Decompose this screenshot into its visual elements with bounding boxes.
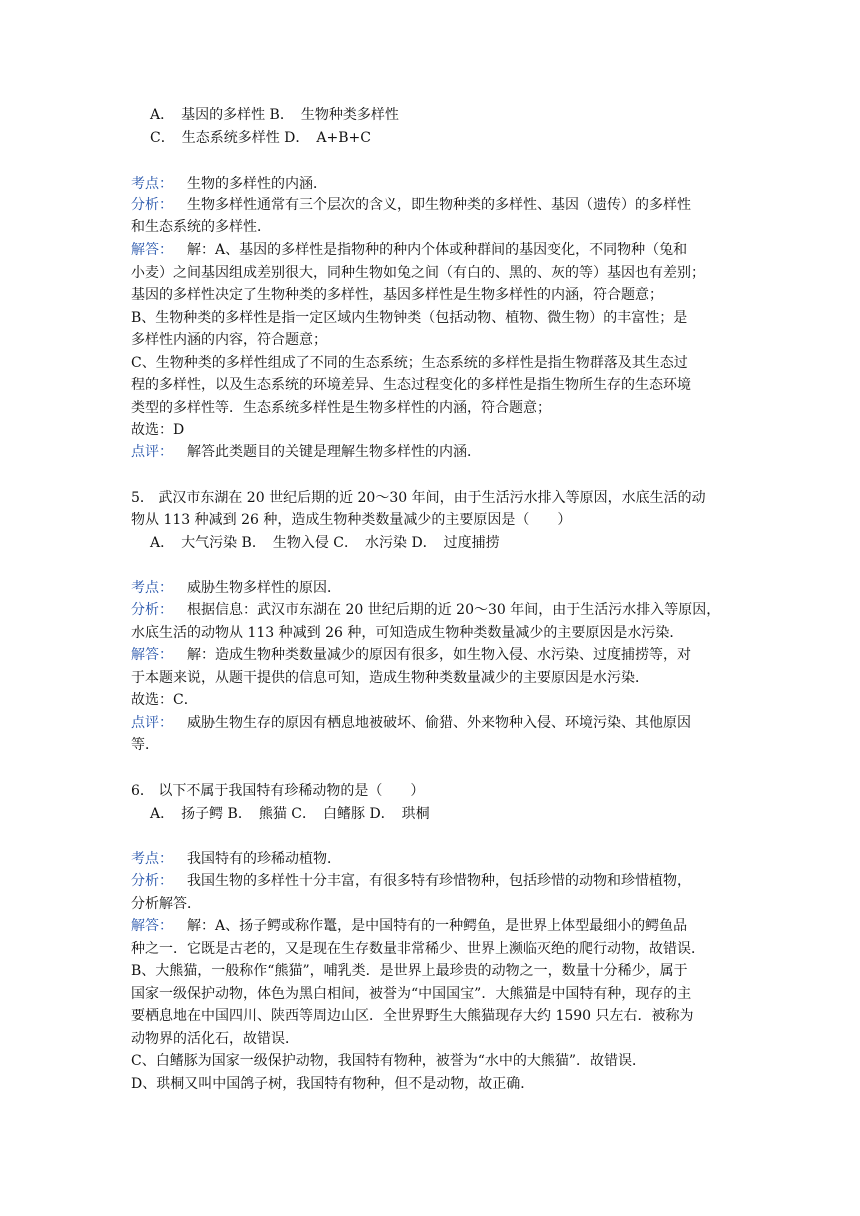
q6-jieda-text-8: D、珙桐又叫中国鸽子树，我国特有物种，但不是动物，故正确．: [131, 1076, 535, 1092]
q4-jieda-text-8: 类型的多样性等．生态系统多样性是生物多样性的内涵，符合题意；: [131, 400, 551, 416]
q5-dianping-text-1: 威胁生物生存的原因有栖息地被破坏、偷猎、外来物种入侵、环境污染、其他原因: [187, 715, 691, 731]
q5-kaodian: [131, 579, 731, 598]
q4-jieda-text-3: 基因的多样性决定了生物种类的多样性，基因多样性是生物多样性的内涵，符合题意；: [131, 287, 663, 303]
q6-jieda-text-2: 种之一．它既是古老的，又是现在生存数量非常稀少、世界上濒临灭绝的爬行动物，故错误．: [131, 941, 705, 957]
kaodian-label: 考点：: [131, 176, 173, 192]
q5-jieda: [131, 646, 731, 665]
q4-jieda: [131, 241, 731, 260]
q5-options: A． 大气污染 B． 生物入侵 C． 水污染 D． 过度捕捞: [150, 535, 500, 551]
q6-kaodian: [131, 850, 731, 869]
q5-stem-2: 物从 113 种减到 26 种，造成生物种类数量减少的主要原因是（ ）: [131, 512, 572, 528]
q6-jieda-text-5: 要栖息地在中国四川、陕西等周边山区．全世界野生大熊猫现存大约 1590 只左右．被称为: [131, 1008, 694, 1024]
fenxi-label: 分析：: [131, 197, 173, 213]
q5-stem-1: 5． 武汉市东湖在 20 世纪后期的近 20～30 年间，由于生活污水排入等原因，水底生活的动: [131, 490, 706, 506]
q6-stem: 6． 以下不属于我国特有珍稀动物的是（ ）: [131, 783, 425, 799]
q6-fenxi-text-2: 分析解答．: [131, 896, 201, 912]
dianping-label: 点评：: [131, 715, 173, 731]
q4-kaodian: [131, 175, 731, 194]
q4-fenxi-text-1: 生物多样性通常有三个层次的含义，即生物种类的多样性、基因（遗传）的多样性: [187, 197, 691, 213]
q4-fenxi-text-2: 和生态系统的多样性．: [131, 219, 271, 235]
jieda-label: 解答：: [131, 918, 173, 934]
q5-kaodian-text: 威胁生物多样性的原因．: [187, 580, 341, 596]
q4-fenxi: [131, 196, 731, 215]
q6-jieda-text-3: B、大熊猫，一般称作“熊猫”，哺乳类．是世界上最珍贵的动物之一，数量十分稀少，属于: [131, 963, 688, 979]
dianping-label: 点评：: [131, 444, 173, 460]
q6-jieda-text-4: 国家一级保护动物，体色为黑白相间，被誉为“中国国宝”．大熊猫是中国特有种，现存的主: [131, 986, 692, 1002]
q4-answer: 故选：D: [131, 422, 185, 438]
q4-dianping: [131, 443, 731, 462]
kaodian-label: 考点：: [131, 580, 173, 596]
q6-jieda-text-7: C、白鳍豚为国家一级保护动物，我国特有物种，被誉为“水中的大熊猫”．故错误．: [131, 1053, 647, 1069]
q6-fenxi: [131, 872, 731, 891]
kaodian-label: 考点：: [131, 851, 173, 867]
q5-jieda-text-2: 于本题来说，从题干提供的信息可知，造成生物种类数量减少的主要原因是水污染．: [131, 670, 649, 686]
q4-jieda-text-1: 解：A、基因的多样性是指物种的种内个体或种群间的基因变化，不同物种（兔和: [187, 242, 688, 258]
q4-jieda-text-6: C、生物种类的多样性组成了不同的生态系统；生态系统的多样性是指生物群落及其生态过: [131, 355, 688, 371]
fenxi-label: 分析：: [131, 602, 173, 618]
q4-jieda-text-5: 多样性内涵的内容，符合题意；: [131, 332, 327, 348]
q4-jieda-text-2: 小麦）之间基因组成差别很大，同种生物如兔之间（有白的、黑的、灰的等）基因也有差别；: [131, 265, 705, 281]
q6-kaodian-text: 我国特有的珍稀动植物．: [187, 851, 341, 867]
q5-fenxi-text-1: 根据信息：武汉市东湖在 20 世纪后期的近 20～30 年间，由于生活污水排入等原因，: [187, 602, 721, 618]
q4-options-row1: A． 基因的多样性 B． 生物种类多样性: [150, 107, 399, 123]
fenxi-label: 分析：: [131, 873, 173, 889]
q6-jieda-text-6: 动物界的活化石，故错误．: [131, 1031, 299, 1047]
q4-jieda-text-7: 程的多样性，以及生态系统的环境差异、生态过程变化的多样性是指生物所生存的生态环境: [131, 377, 691, 393]
q6-fenxi-text-1: 我国生物的多样性十分丰富，有很多特有珍惜物种，包括珍惜的动物和珍惜植物，: [187, 873, 691, 889]
q5-jieda-text-1: 解：造成生物种类数量减少的原因有很多，如生物入侵、水污染、过度捕捞等，对: [187, 647, 691, 663]
q5-dianping-text-2: 等．: [131, 737, 159, 753]
q4-options-row2: C． 生态系统多样性 D． A+B+C: [150, 130, 371, 146]
q5-dianping: [131, 714, 731, 733]
q6-jieda: [131, 917, 731, 936]
q5-fenxi: [131, 601, 731, 620]
jieda-label: 解答：: [131, 242, 173, 258]
q4-dianping-text: 解答此类题目的关键是理解生物多样性的内涵．: [187, 444, 481, 460]
q5-answer: 故选：C．: [131, 692, 198, 708]
q6-options: A． 扬子鳄 B． 熊猫 C． 白鳍豚 D． 珙桐: [150, 806, 430, 822]
q4-kaodian-text: 生物的多样性的内涵．: [187, 176, 327, 192]
q6-jieda-text-1: 解：A、扬子鳄或称作鼍，是中国特有的一种鳄鱼，是世界上体型最细小的鳄鱼品: [187, 918, 688, 934]
q5-fenxi-text-2: 水底生活的动物从 113 种减到 26 种，可知造成生物种类数量减少的主要原因是水污染．: [131, 625, 684, 641]
jieda-label: 解答：: [131, 647, 173, 663]
q4-jieda-text-4: B、生物种类的多样性是指一定区域内生物钟类（包括动物、植物、微生物）的丰富性；是: [131, 310, 688, 326]
